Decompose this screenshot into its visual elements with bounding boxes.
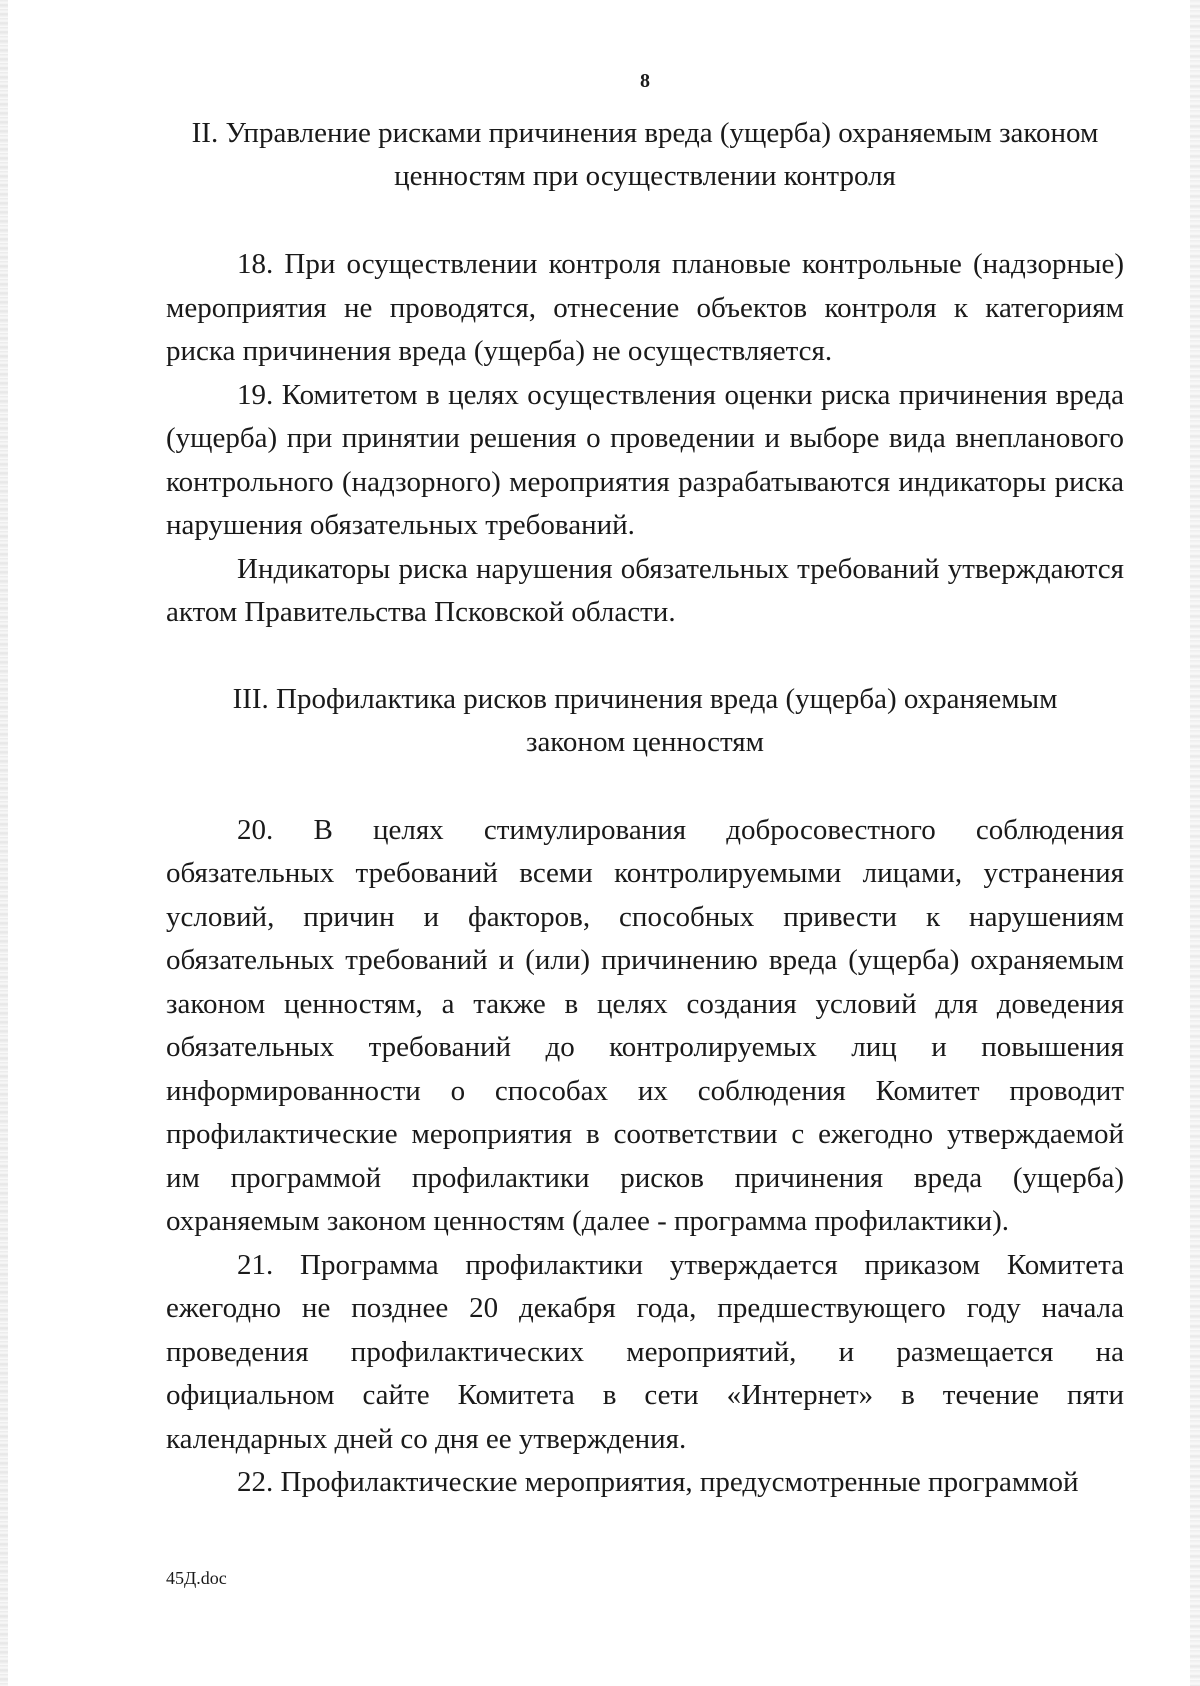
- paragraph-indicators: Индикаторы риска нарушения обязательных требований утверждаются актом Правительства Псковской области.: [166, 552, 1124, 628]
- spacer: [166, 764, 1124, 809]
- section-3-heading-line-1: III. Профилактика рисков причинения вреда (ущерба) охраняемым: [232, 682, 1058, 715]
- paragraph-22: 22. Профилактические мероприятия, предусмотренные программой: [237, 1466, 1079, 1498]
- document-body: [166, 112, 1124, 1505]
- section-2-heading: [166, 112, 1124, 198]
- section-2-heading-line-2: ценностям при осуществлении контроля: [394, 160, 896, 192]
- scan-edge-left: [0, 0, 8, 1686]
- footer-filename: 45Д.doc: [166, 1568, 227, 1588]
- section-3-heading-line-2: законом ценностям: [525, 725, 765, 758]
- page-number: 8: [640, 70, 650, 92]
- spacer: [166, 635, 1124, 678]
- section-3-heading: [166, 678, 1124, 764]
- section-2-heading-line-1: II. Управление рисками причинения вреда (ущерба) охраняемым законом: [191, 117, 1099, 149]
- scan-edge-right: [1190, 0, 1200, 1686]
- spacer: [166, 198, 1124, 243]
- paragraph-21: 21. Программа профилактики утверждается приказом Комитета ежегодно не позднее 20 декабря года, предшествующего году начала проведения профилактических мероприятий, и размещается на официальном сайте Комитета в сети «Интернет» в течение пяти календарных дней со дня ее утверждения.: [166, 1248, 1124, 1455]
- paragraph-18: 18. При осуществлении контроля плановые контрольные (надзорные) мероприятия не проводятся, отнесение объектов контроля к категориям риска причинения вреда (ущерба) не осуществляется.: [166, 248, 1124, 367]
- paragraph-19: 19. Комитетом в целях осуществления оценки риска причинения вреда (ущерба) при принятии решения о проведении и выборе вида внепланового контрольного (надзорного) мероприятия разрабатываются индикаторы риска нарушения обязательных требований.: [166, 378, 1124, 541]
- paragraph-20: 20. В целях стимулирования добросовестного соблюдения обязательных требований всеми контролируемыми лицами, устранения условий, причин и факторов, способных привести к нарушениям обязательных требований и (или) причинению вреда (ущерба) охраняемым законом ценностям, а также в целях создания условий для доведения обязательных требований до контролируемых лиц и повышения информированности о способах их соблюдения Комитет проводит профилактические мероприятия в соответствии с ежегодно утверждаемой им программой профилактики рисков причинения вреда (ущерба) охраняемым законом ценностям (далее - программа профилактики).: [166, 813, 1124, 1237]
